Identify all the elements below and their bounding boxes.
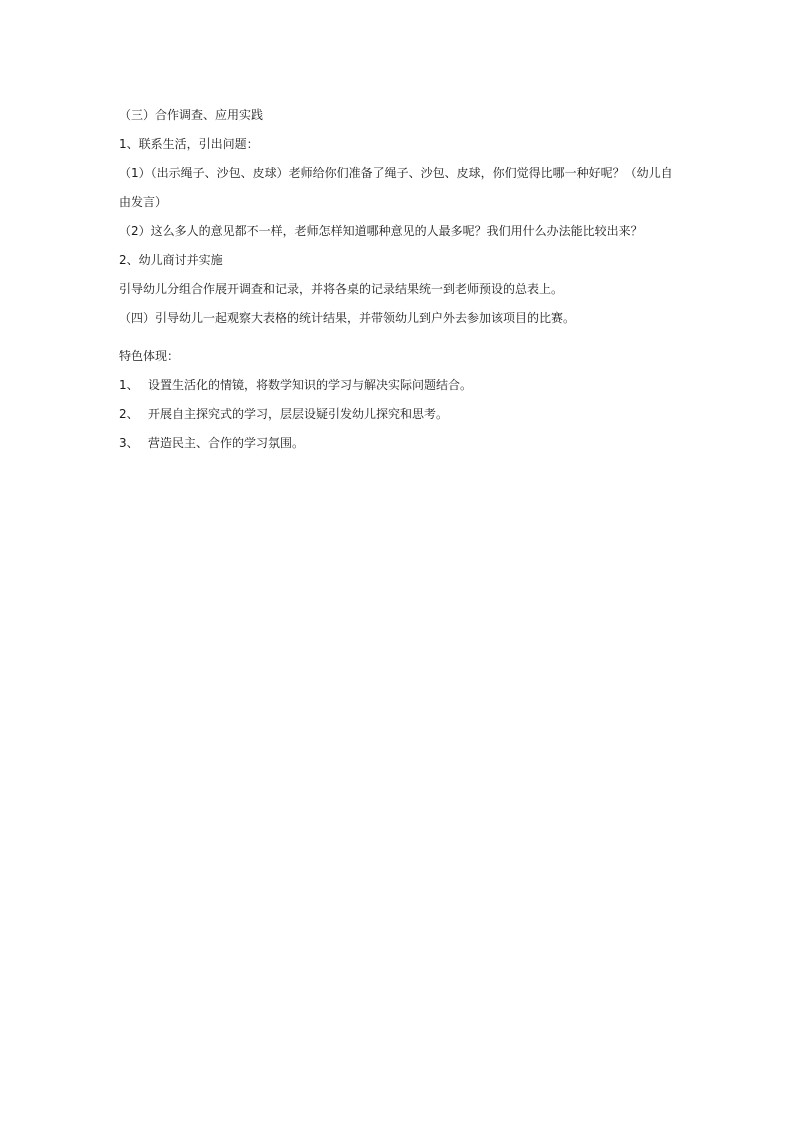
feature-item-number: 2、 — [119, 407, 139, 421]
feature-item-text: 设置生活化的情镜，将数学知识的学习与解决实际问题结合。 — [148, 378, 473, 392]
feature-item — [119, 429, 679, 458]
question2: （2）这么多人的意见都不一样，老师怎样知道哪种意见的人最多呢？我们用什么办法能比较出来？ — [119, 224, 643, 238]
paragraph-gap — [119, 333, 679, 342]
feature-item — [119, 400, 679, 429]
question1-line1: （1）（出示绳子、沙包、皮球）老师给你们准备了绳子、沙包、皮球，你们觉得比哪一种好呢？（幼儿自 — [119, 166, 673, 180]
question1-line2: 由发言） — [119, 195, 168, 209]
feature-item-text: 营造民主、合作的学习氛围。 — [148, 436, 305, 450]
feature-item-text: 开展自主探究式的学习，层层设疑引发幼儿探究和思考。 — [148, 407, 449, 421]
document-body — [119, 101, 679, 458]
feature-item — [119, 371, 679, 400]
feature-item-number: 1、 — [119, 378, 139, 392]
step2-text: 引导幼儿分组合作展开调查和记录，并将各桌的记录结果统一到老师预设的总表上。 — [119, 282, 564, 296]
step2-title: 2、幼儿商讨并实施 — [119, 253, 223, 267]
feature-item-number: 3、 — [119, 436, 139, 450]
section4-text: （四）引导幼儿一起观察大表格的统计结果，并带领幼儿到户外去参加该项目的比赛。 — [119, 311, 576, 325]
features-heading: 特色体现： — [119, 349, 180, 363]
step1-title: 1、联系生活，引出问题： — [119, 137, 259, 151]
section3-heading: （三）合作调查、应用实践 — [119, 108, 264, 122]
